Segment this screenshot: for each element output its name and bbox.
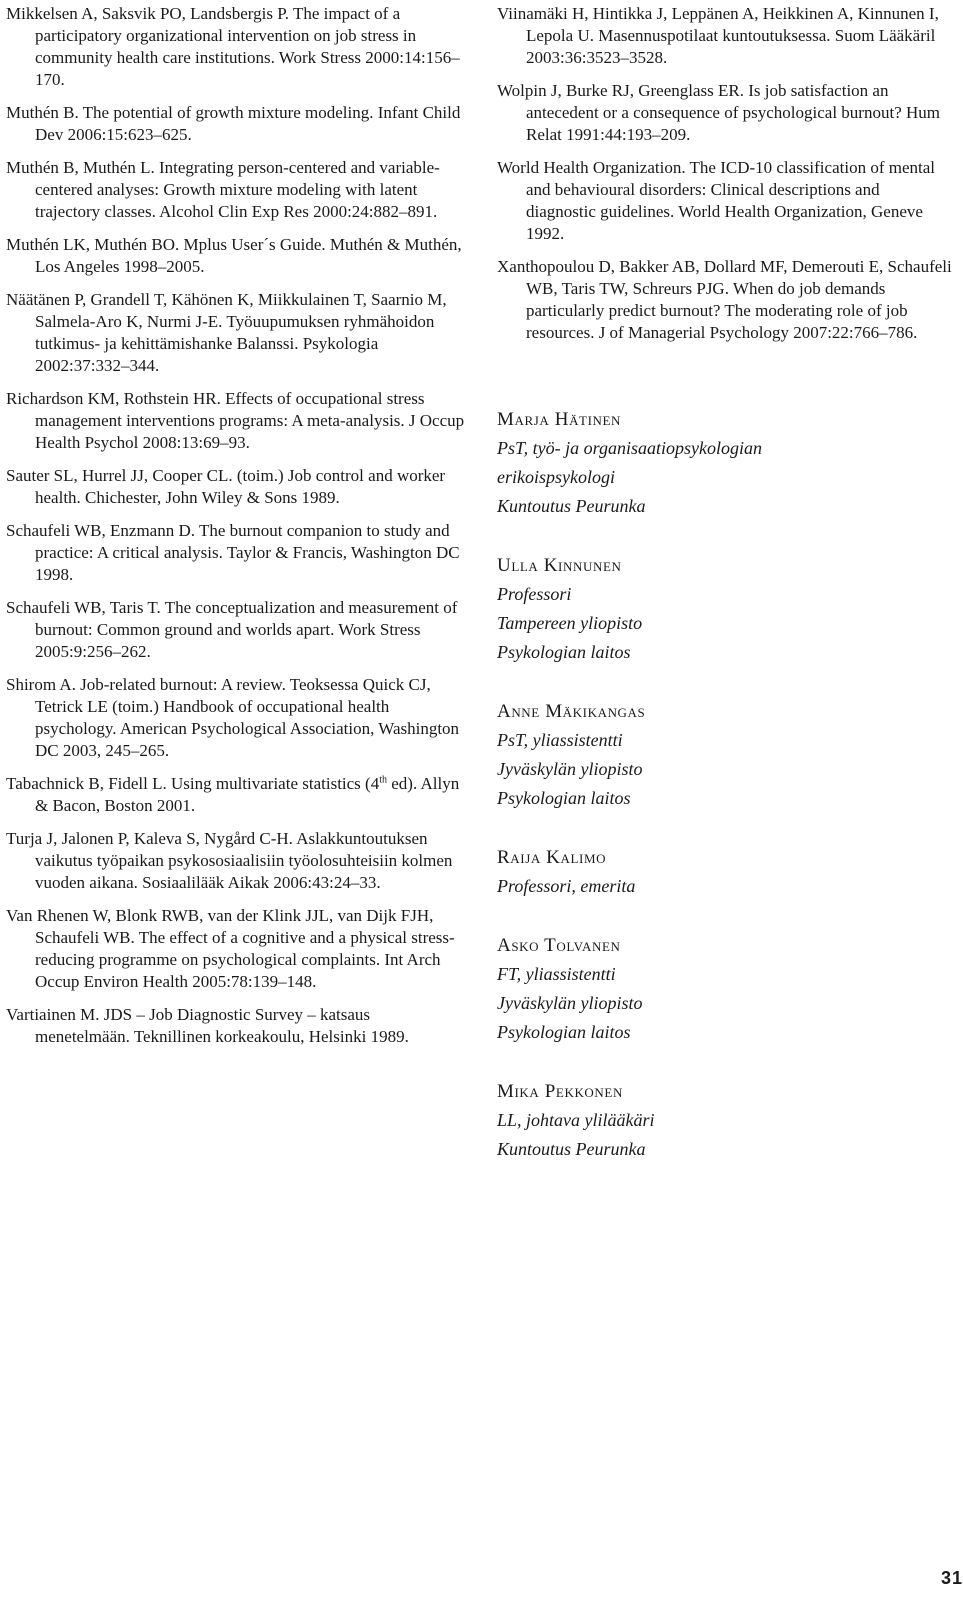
author-name: Ulla Kinnunen <box>497 555 622 576</box>
reference-entry: Muthén LK, Muthén BO. Mplus User´s Guide. Muthén & Muthén, Los Angeles 1998–2005. <box>6 235 462 276</box>
reference-entry: Schaufeli WB, Taris T. The conceptualization and measurement of burnout: Common ground and worlds apart. Work Stress 2005:9:256–262. <box>6 598 458 661</box>
reference-entry: Xanthopoulou D, Bakker AB, Dollard MF, Demerouti E, Schaufeli WB, Taris TW, Schreurs PJG. When do job demands particularly predict burnout? The moderating role of job resources. J of Managerial Psychology 2007:22:766–786. <box>497 257 952 342</box>
reference-entry: Turja J, Jalonen P, Kaleva S, Nygård C-H. Aslakkuntoutuksen vaikutus työpaikan psykososiaalisiin työolosuhteisiin kolmen vuoden aikana. Sosiaalilääk Aikak 2006:43:24–33. <box>6 829 453 892</box>
reference-text: ed). Allyn & Bacon, Boston 2001. <box>35 774 460 815</box>
page-number: 31 <box>941 1568 963 1588</box>
author-affiliation: Professori <box>497 584 572 604</box>
reference-entry: Schaufeli WB, Enzmann D. The burnout companion to study and practice: A critical analysis. Taylor & Francis, Washington DC 1998. <box>6 521 460 584</box>
author-name: Marja Hätinen <box>497 409 622 430</box>
author-affiliation: erikoispsykologi <box>497 467 615 487</box>
references-right-column <box>497 3 952 1194</box>
author-block <box>497 697 952 813</box>
reference-entry: Mikkelsen A, Saksvik PO, Landsbergis P. The impact of a participatory organizational intervention on job stress in community health care institutions. Work Stress 2000:14:156–170. <box>6 4 460 89</box>
author-affiliation: Psykologian laitos <box>497 1022 631 1042</box>
reference-entry: World Health Organization. The ICD-10 classification of mental and behavioural disorders: Clinical descriptions and diagnostic guidelines. World Health Organization, Geneve 1992. <box>497 158 935 243</box>
author-name: Asko Tolvanen <box>497 935 621 956</box>
author-affiliation: PsT, työ- ja organisaatiopsykologian <box>497 438 762 458</box>
reference-entry: Shirom A. Job-related burnout: A review. Teoksessa Quick CJ, Tetrick LE (toim.) Handbook of occupational health psychology. American Psychological Association, Washington DC 2003, 245–265. <box>6 675 460 760</box>
reference-entry-tabachnick <box>6 773 466 817</box>
references-left-column <box>6 3 466 1059</box>
reference-entry: Wolpin J, Burke RJ, Greenglass ER. Is job satisfaction an antecedent or a consequence of psychological burnout? Hum Relat 1991:44:193–209. <box>497 81 940 144</box>
author-affiliation: LL, johtava ylilääkäri <box>497 1110 655 1130</box>
superscript: th <box>379 774 387 786</box>
author-affiliation: Jyväskylän yliopisto <box>497 759 643 779</box>
author-affiliation: PsT, yliassistentti <box>497 730 623 750</box>
author-name: Anne Mäkikangas <box>497 701 646 722</box>
author-block <box>497 1077 952 1164</box>
author-block <box>497 843 952 901</box>
author-block <box>497 931 952 1047</box>
author-affiliation: Psykologian laitos <box>497 642 631 662</box>
author-list <box>497 405 952 1164</box>
reference-entry: Richardson KM, Rothstein HR. Effects of occupational stress management interventions programs: A meta-analysis. J Occup Health Psychol 2008:13:69–93. <box>6 389 465 452</box>
author-affiliation: Tampereen yliopisto <box>497 613 643 633</box>
reference-entry: Sauter SL, Hurrel JJ, Cooper CL. (toim.) Job control and worker health. Chichester, John Wiley & Sons 1989. <box>6 466 446 507</box>
author-name: Mika Pekkonen <box>497 1081 623 1102</box>
reference-entry: Van Rhenen W, Blonk RWB, van der Klink JJL, van Dijk FJH, Schaufeli WB. The effect of a cognitive and a physical stress-reducing programme on psychological complaints. Int Arch Occup Environ Health 2005:78:139–148. <box>6 906 455 991</box>
reference-text: Tabachnick B, Fidell L. Using multivariate statistics (4 <box>6 774 380 793</box>
reference-entry: Muthén B, Muthén L. Integrating person-centered and variable-centered analyses: Growth mixture modeling with latent trajectory classes. Alcohol Clin Exp Res 2000:24:882–891. <box>6 158 440 221</box>
reference-entry: Viinamäki H, Hintikka J, Leppänen A, Heikkinen A, Kinnunen I, Lepola U. Masennuspotilaat kuntoutuksessa. Suom Lääkäril 2003:36:3523–3528. <box>497 4 939 67</box>
author-block <box>497 551 952 667</box>
author-affiliation: Kuntoutus Peurunka <box>497 496 646 516</box>
author-affiliation: FT, yliassistentti <box>497 964 616 984</box>
author-name: Raija Kalimo <box>497 847 607 868</box>
reference-entry: Vartiainen M. JDS – Job Diagnostic Survey – katsaus menetelmään. Teknillinen korkeakoulu, Helsinki 1989. <box>6 1005 409 1046</box>
reference-entry: Muthén B. The potential of growth mixture modeling. Infant Child Dev 2006:15:623–625. <box>6 103 461 144</box>
reference-entry: Näätänen P, Grandell T, Kähönen K, Miikkulainen T, Saarnio M, Salmela-Aro K, Nurmi J-E. Työuupumuksen ryhmähoidon tutkimus- ja kehittämishanke Balanssi. Psykologia 2002:37:332–344. <box>6 290 447 375</box>
author-affiliation: Jyväskylän yliopisto <box>497 993 643 1013</box>
author-affiliation: Psykologian laitos <box>497 788 631 808</box>
author-affiliation: Professori, emerita <box>497 876 636 896</box>
author-block <box>497 405 952 521</box>
author-affiliation: Kuntoutus Peurunka <box>497 1139 646 1159</box>
